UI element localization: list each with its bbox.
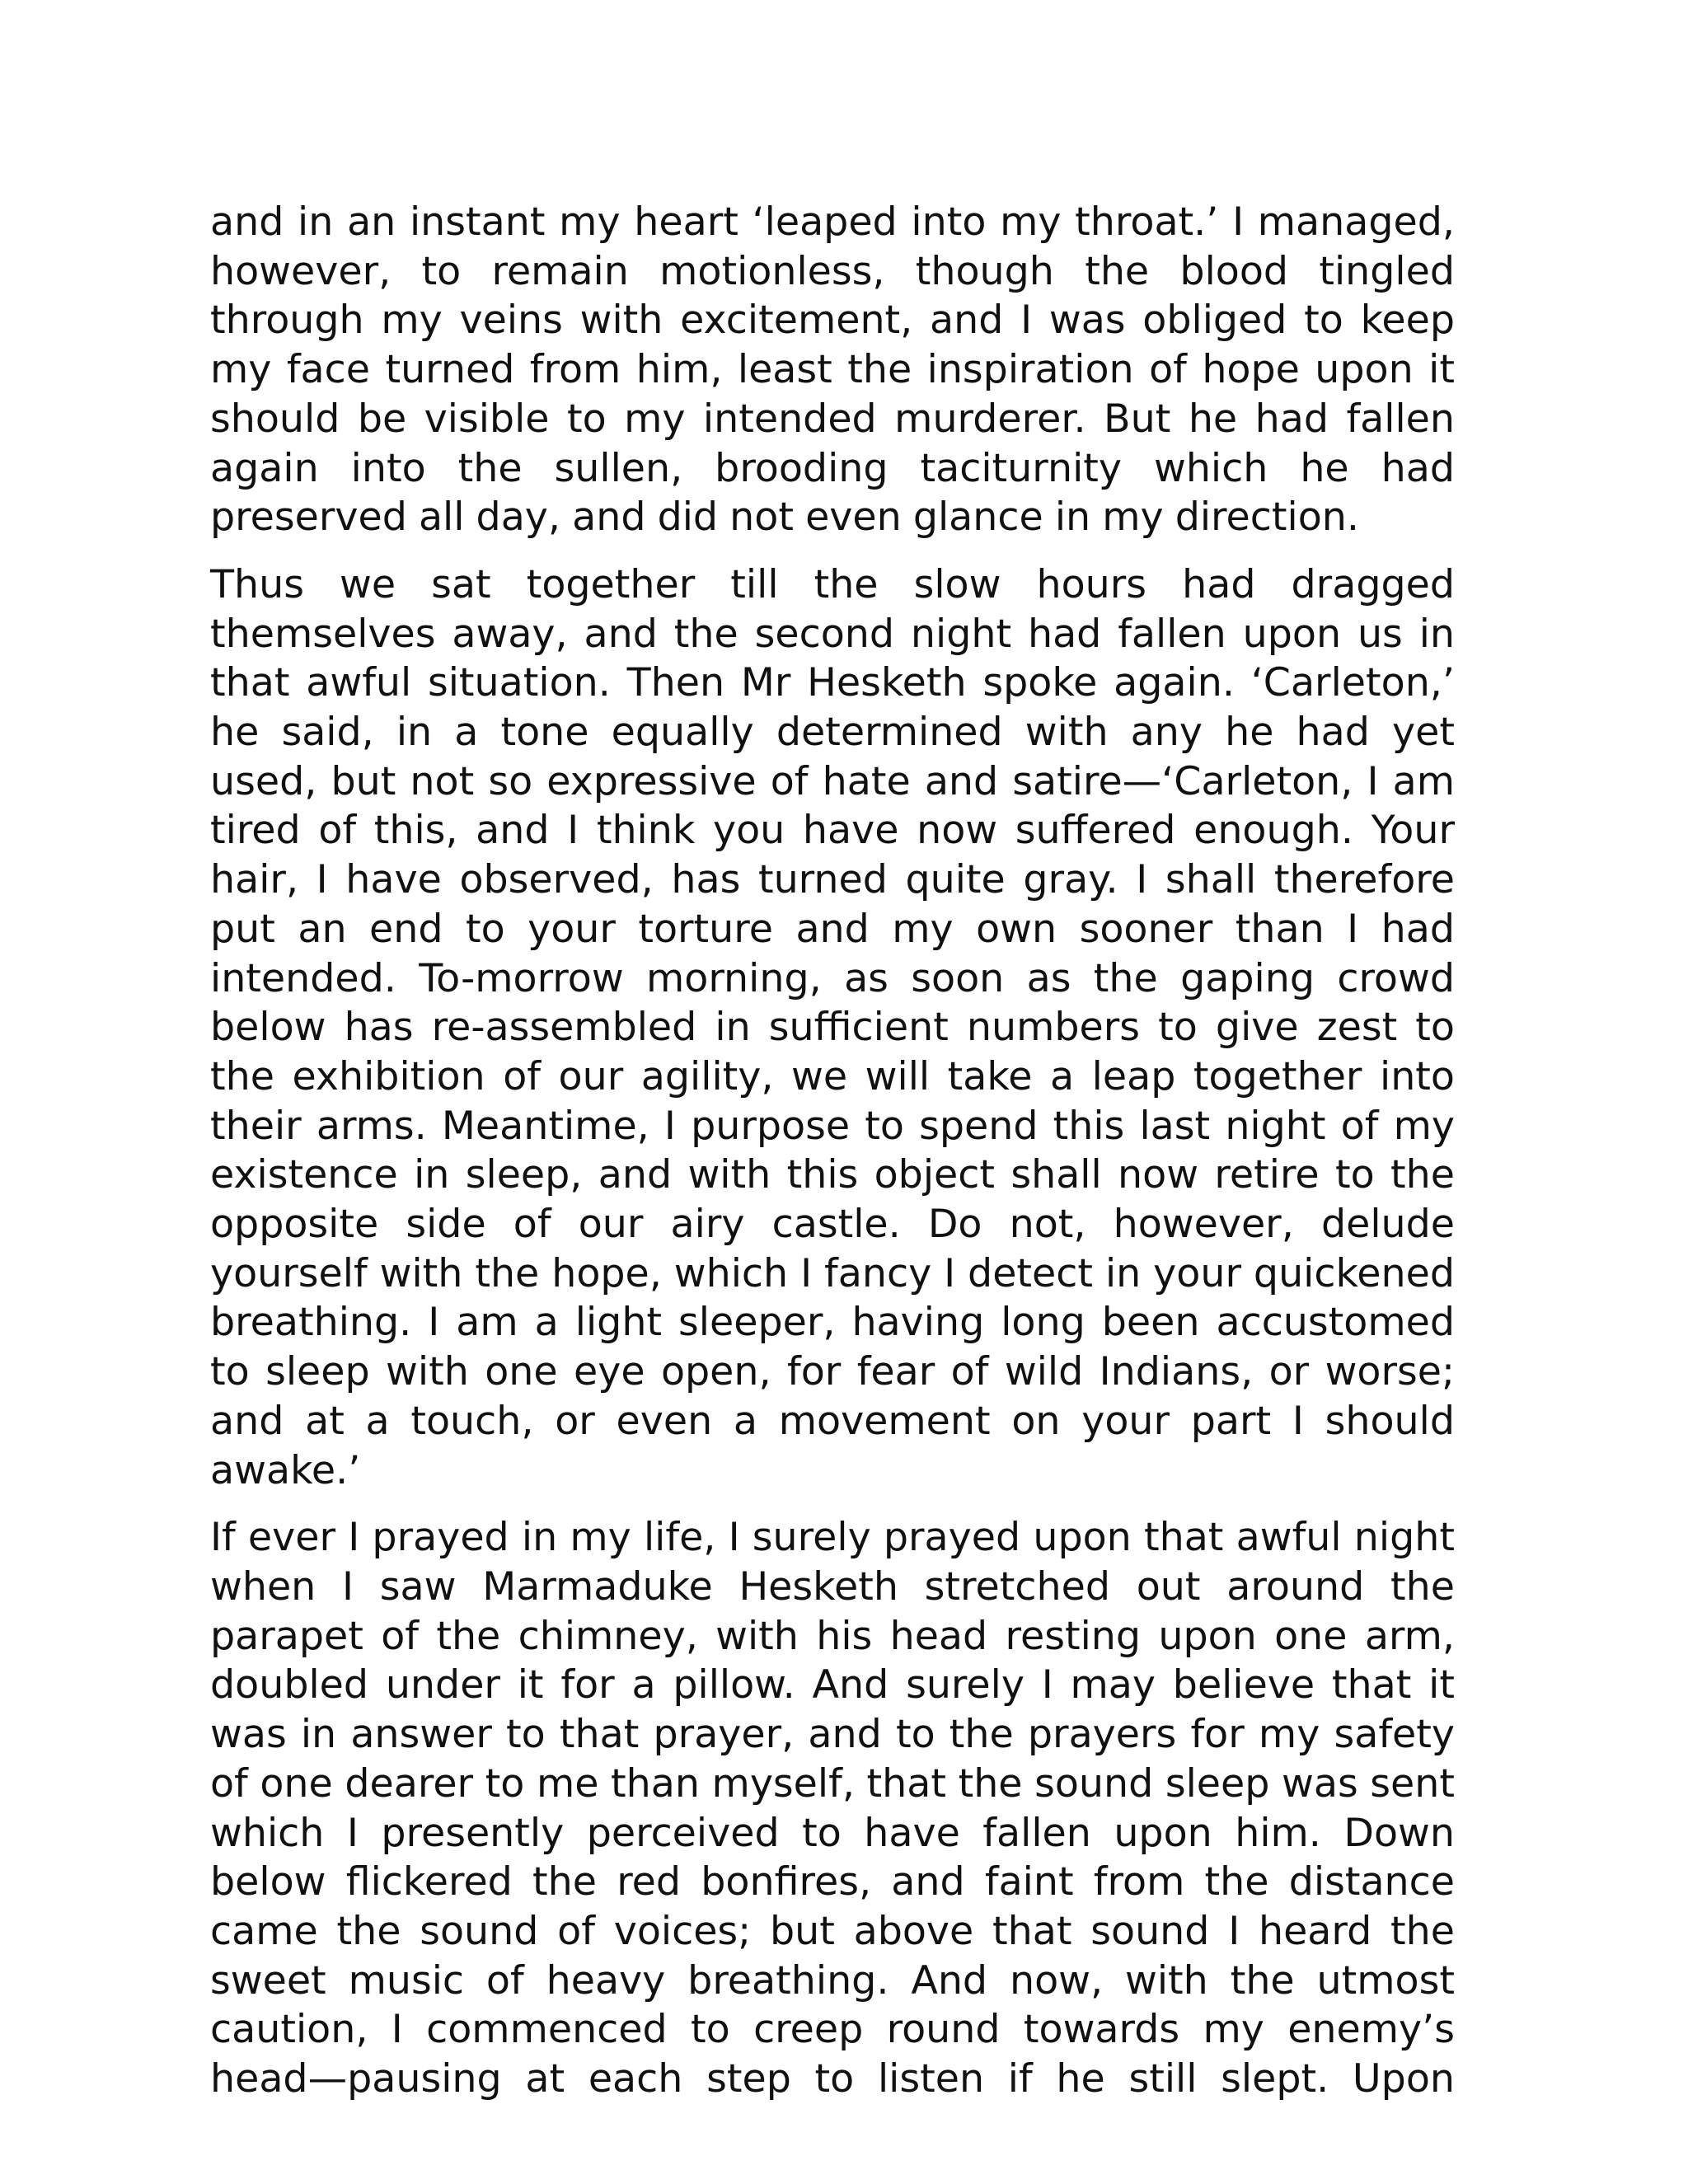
document-page — [210, 198, 1455, 2122]
paragraph-3: If ever I prayed in my life, I surely prayed upon that awful night when I saw Marmaduke Hesketh stretched out around the parapet of the chimney, with his head resting upon one arm, doubled under it for a pillow. And surely I may believe that it was in answer to that prayer, and to the prayers for my safety of one dearer to me than myself, that the sound sleep was sent which I presently perceived to have fallen upon him. Down below flickered the red bonfires, and faint from the distance came the sound of voices; but above that sound I heard the sweet music of heavy breathing. And now, with the utmost caution, I commenced to creep round towards my enemy’s head—pausing at each step to listen if he still slept. Upon — [210, 1515, 1455, 2102]
paragraph-2: Thus we sat together till the slow hours had dragged themselves away, and the second night had fallen upon us in that awful situation. Then Mr Hesketh spoke again. ‘Carleton,’ he said, in a tone equally determined with any he had yet used, but not so expressive of hate and satire—‘Carleton, I am tired of this, and I think you have now suffered enough. Your hair, I have observed, has turned quite gray. I shall therefore put an end to your torture and my own sooner than I had intended. To-morrow morning, as soon as the gaping crowd below has re-assembled in sufficient numbers to give zest to the exhibition of our agility, we will take a leap together into their arms. Meantime, I purpose to spend this last night of my existence in sleep, and with this object shall now retire to the opposite side of our airy castle. Do not, however, delude yourself with the hope, which I fancy I detect in your quickened breathing. I am a light sleeper, having long been accustomed to sleep with one eye open, for fear of wild Indians, or worse; and at a touch, or even a movement on your part I should awake.’ — [210, 561, 1455, 1493]
paragraph-1: and in an instant my heart ‘leaped into my throat.’ I managed, however, to remain motionless, though the blood tingled through my veins with excitement, and I was obliged to keep my face turned from him, least the inspiration of hope upon it should be visible to my intended murderer. But he had fallen again into the sullen, brooding taciturnity which he had preserved all day, and did not even glance in my direction. — [210, 199, 1455, 541]
